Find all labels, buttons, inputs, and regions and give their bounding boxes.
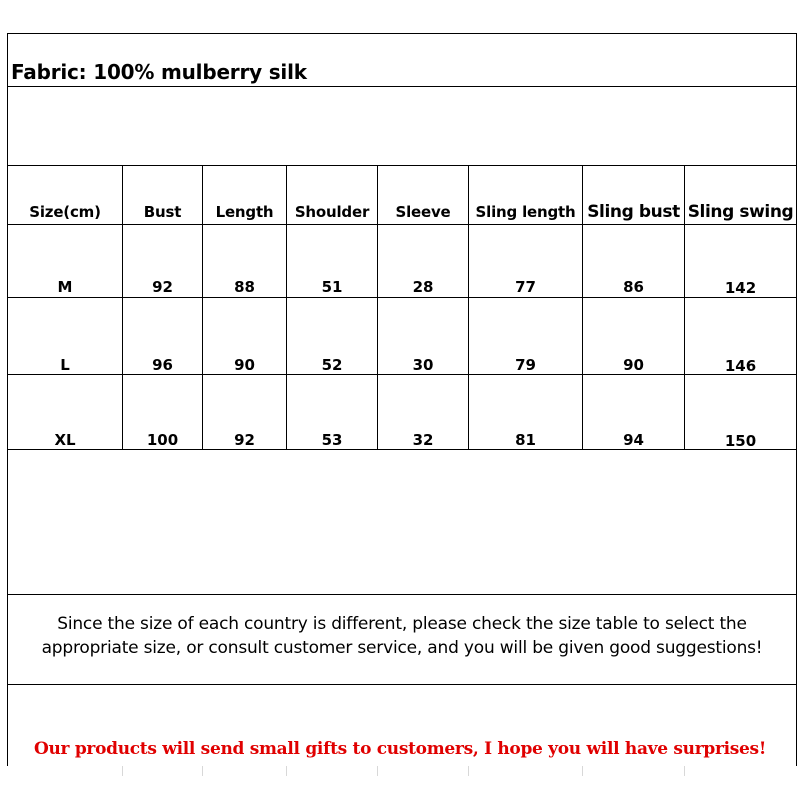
- header-sling-swing: Sling swing: [687, 202, 794, 222]
- cell-sleeve: 30: [412, 356, 434, 374]
- sizing-note-line: Since the size of each country is different, please check the size table to select the: [57, 614, 747, 634]
- sheet-border-right: [796, 33, 797, 766]
- grid-tick: [122, 766, 123, 776]
- row-rule: [7, 165, 797, 166]
- cell-shoulder: 53: [321, 431, 343, 449]
- cell-sling-length: 81: [515, 431, 536, 449]
- header-bust: Bust: [143, 203, 182, 221]
- row-rule: [7, 374, 797, 375]
- sizing-note-line: appropriate size, or consult customer service, and you will be given good suggestions!: [41, 638, 763, 658]
- cell-shoulder: 52: [321, 356, 343, 374]
- grid-tick: [377, 766, 378, 776]
- grid-tick: [684, 766, 685, 776]
- cell-bust: 96: [152, 356, 173, 374]
- cell-sling-bust: 86: [623, 278, 644, 296]
- row-rule: [7, 594, 797, 595]
- row-rule: [7, 297, 797, 298]
- grid-tick: [468, 766, 469, 776]
- row-rule: [7, 224, 797, 225]
- cell-length: 92: [234, 431, 255, 449]
- cell-bust: 100: [146, 431, 179, 449]
- grid-tick: [286, 766, 287, 776]
- row-rule: [7, 86, 797, 87]
- cell-sling-swing: 146: [724, 357, 757, 375]
- header-size: Size(cm): [29, 203, 101, 221]
- fabric-title: Fabric: 100% mulberry silk: [11, 60, 307, 84]
- cell-sling-swing: 150: [724, 432, 757, 450]
- cell-sling-bust: 90: [623, 356, 644, 374]
- cell-sling-bust: 94: [623, 431, 644, 449]
- header-shoulder: Shoulder: [294, 203, 370, 221]
- grid-tick: [582, 766, 583, 776]
- cell-sleeve: 32: [412, 431, 434, 449]
- header-sling-length: Sling length: [475, 203, 576, 221]
- cell-sling-length: 77: [515, 278, 536, 296]
- cell-size: L: [60, 356, 70, 374]
- row-rule: [7, 33, 797, 34]
- cell-size: M: [57, 278, 73, 296]
- cell-shoulder: 51: [321, 278, 343, 296]
- header-sleeve: Sleeve: [395, 203, 451, 221]
- grid-tick: [202, 766, 203, 776]
- cell-length: 90: [234, 356, 255, 374]
- cell-size: XL: [54, 431, 76, 449]
- cell-bust: 92: [152, 278, 173, 296]
- sizing-note: [8, 612, 796, 660]
- header-length: Length: [215, 203, 274, 221]
- cell-length: 88: [234, 278, 255, 296]
- row-rule: [7, 449, 797, 450]
- gift-promo-text: Our products will send small gifts to customers, I hope you will have surprises!: [33, 739, 766, 759]
- cell-sling-length: 79: [515, 356, 536, 374]
- header-sling-bust: Sling bust: [587, 202, 680, 222]
- cell-sleeve: 28: [412, 278, 434, 296]
- row-rule: [7, 684, 797, 685]
- cell-sling-swing: 142: [724, 279, 757, 297]
